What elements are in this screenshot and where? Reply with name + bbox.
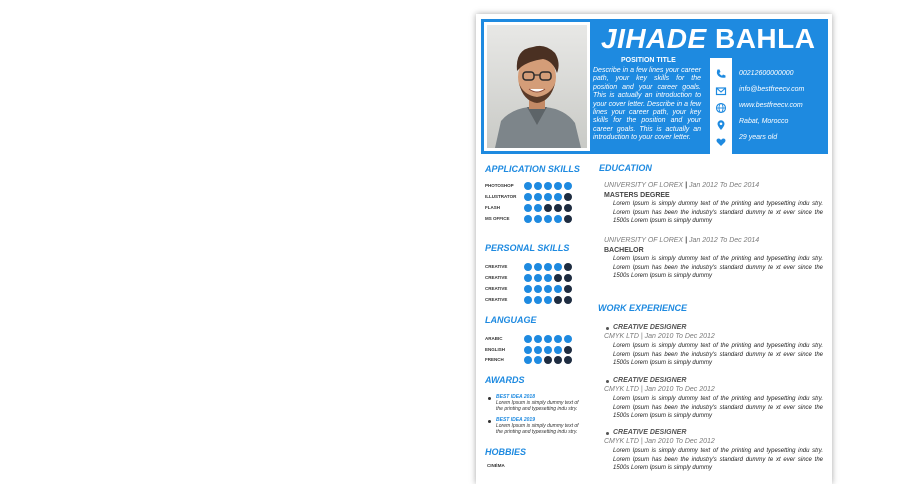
contact-website: www.bestfreecv.com	[739, 102, 803, 109]
rating-dot-empty	[564, 274, 572, 282]
skill-label: CREATIVE	[485, 286, 508, 291]
education-institution: UNIVERSITY OF LOREX | Jan 2012 To Dec 2014	[604, 182, 760, 189]
language-rating	[524, 346, 572, 354]
rating-dot-filled	[524, 204, 532, 212]
rating-dot-filled	[554, 335, 562, 343]
resume-page	[476, 14, 832, 484]
rating-dot-filled	[534, 204, 542, 212]
rating-dot-filled	[524, 263, 532, 271]
language-label: FRENCH	[485, 357, 504, 362]
first-name: JIHADE	[601, 23, 707, 54]
position-title: POSITION TITLE	[621, 57, 676, 64]
rating-dot-filled	[554, 193, 562, 201]
section-title-hobbies: HOBBIES	[485, 447, 527, 457]
award-item	[496, 394, 582, 412]
rating-dot-filled	[524, 215, 532, 223]
work-description: Lorem Ipsum is simply dummy text of the printing and typesetting indu stry. Lorem Ipsum has been the industry's standard dummy te xt ever since the 1500s Lorem Ipsum is simply dummy	[613, 448, 823, 471]
rating-dot-filled	[524, 274, 532, 282]
rating-dot-filled	[544, 215, 552, 223]
education-institution: UNIVERSITY OF LOREX | Jan 2012 To Dec 2014	[604, 237, 760, 244]
rating-dot-filled	[544, 335, 552, 343]
candidate-name	[601, 23, 815, 55]
section-title-personal-skills: PERSONAL SKILLS	[485, 243, 570, 253]
rating-dot-filled	[534, 182, 542, 190]
rating-dot-filled	[524, 335, 532, 343]
work-description: Lorem Ipsum is simply dummy text of the printing and typesetting indu stry. Lorem Ipsum has been the industry's standard dummy te xt ever since the 1500s Lorem Ipsum is simply dummy	[613, 343, 823, 366]
education-description: Lorem Ipsum is simply dummy text of the printing and typesetting indu stry. Lorem Ipsum has been the industry's standard dummy te xt ever since the 1500s Lorem Ipsum is simply dummy	[613, 256, 823, 279]
skill-rating	[524, 296, 572, 304]
work-bullet	[606, 432, 609, 435]
resume-header	[481, 19, 828, 154]
rating-dot-filled	[534, 335, 542, 343]
profile-photo-illustration	[487, 25, 587, 148]
skill-label: ILLUSTRATOR	[485, 194, 517, 199]
rating-dot-filled	[554, 346, 562, 354]
rating-dot-filled	[524, 193, 532, 201]
rating-dot-filled	[534, 285, 542, 293]
skill-label: CREATIVE	[485, 275, 508, 280]
work-company: CMYK LTD | Jan 2010 To Dec 2012	[604, 438, 715, 445]
contact-location: Rabat, Morocco	[739, 118, 789, 125]
section-title-language: LANGUAGE	[485, 315, 537, 325]
rating-dot-empty	[564, 263, 572, 271]
award-title: BEST IDEA 2018	[496, 394, 535, 400]
rating-dot-filled	[564, 335, 572, 343]
rating-dot-filled	[534, 346, 542, 354]
rating-dot-filled	[534, 263, 542, 271]
education-description: Lorem Ipsum is simply dummy text of the printing and typesetting indu stry. Lorem Ipsum has been the industry's standard dummy te xt ever since the 1500s Lorem Ipsum is simply dummy	[613, 201, 823, 224]
skill-label: PHOTOSHOP	[485, 183, 514, 188]
award-item	[496, 417, 582, 435]
profile-photo	[484, 22, 590, 151]
rating-dot-filled	[534, 296, 542, 304]
skill-rating	[524, 263, 572, 271]
award-bullet	[488, 397, 491, 400]
rating-dot-filled	[554, 263, 562, 271]
rating-dot-empty	[564, 285, 572, 293]
language-label: ARABIC	[485, 336, 503, 341]
award-text: Lorem Ipsum is simply dummy text of the printing and typesetting indu stry.	[496, 400, 579, 412]
work-bullet	[606, 380, 609, 383]
work-description: Lorem Ipsum is simply dummy text of the printing and typesetting indu stry. Lorem Ipsum has been the industry's standard dummy te xt ever since the 1500s Lorem Ipsum is simply dummy	[613, 396, 823, 419]
skill-rating	[524, 182, 572, 190]
rating-dot-empty	[564, 356, 572, 364]
education-degree: BACHELOR	[604, 247, 644, 254]
award-text: Lorem Ipsum is simply dummy text of the printing and typesetting indu stry.	[496, 423, 579, 435]
rating-dot-filled	[524, 346, 532, 354]
language-label: ENGLISH	[485, 347, 506, 352]
work-company: CMYK LTD | Jan 2010 To Dec 2012	[604, 386, 715, 393]
rating-dot-empty	[564, 204, 572, 212]
rating-dot-empty	[544, 356, 552, 364]
rating-dot-filled	[554, 285, 562, 293]
rating-dot-empty	[564, 296, 572, 304]
work-title: CREATIVE DESIGNER	[613, 377, 687, 384]
intro-text: Describe in a few lines your career path, your key skills for the position and your career goals. This is actually an introduction to your cover letter. Describe in a few lines your career path, your key skills for the position and your career goals. This is actually an introduction to your cover letter.	[593, 67, 701, 142]
skill-rating	[524, 285, 572, 293]
last-name: BAHLA	[714, 23, 816, 54]
contact-email: info@bestfreecv.com	[739, 86, 805, 93]
phone-icon	[715, 68, 727, 80]
rating-dot-filled	[564, 182, 572, 190]
hobby-item: CINÉMA	[487, 463, 505, 468]
rating-dot-empty	[554, 204, 562, 212]
rating-dot-filled	[534, 274, 542, 282]
skill-label: MS OFFICE	[485, 216, 510, 221]
rating-dot-filled	[524, 182, 532, 190]
award-title: BEST IDEA 2019	[496, 417, 535, 423]
rating-dot-filled	[524, 296, 532, 304]
work-company: CMYK LTD | Jan 2010 To Dec 2012	[604, 333, 715, 340]
rating-dot-filled	[544, 263, 552, 271]
work-title: CREATIVE DESIGNER	[613, 429, 687, 436]
rating-dot-filled	[544, 193, 552, 201]
section-title-work-experience: WORK EXPERIENCE	[598, 303, 688, 313]
rating-dot-empty	[554, 274, 562, 282]
contact-icon-bar	[710, 58, 732, 154]
globe-icon	[715, 102, 727, 114]
rating-dot-filled	[524, 285, 532, 293]
contact-age: 29 years old	[739, 134, 778, 141]
rating-dot-filled	[534, 193, 542, 201]
rating-dot-filled	[544, 285, 552, 293]
rating-dot-filled	[544, 274, 552, 282]
rating-dot-filled	[544, 346, 552, 354]
rating-dot-filled	[534, 215, 542, 223]
location-pin-icon	[715, 119, 727, 131]
rating-dot-filled	[544, 182, 552, 190]
rating-dot-empty	[544, 204, 552, 212]
work-bullet	[606, 327, 609, 330]
rating-dot-empty	[564, 193, 572, 201]
section-title-education: EDUCATION	[599, 163, 652, 173]
skill-rating	[524, 204, 572, 212]
skill-label: CREATIVE	[485, 297, 508, 302]
rating-dot-filled	[554, 215, 562, 223]
section-title-application-skills: APPLICATION SKILLS	[485, 164, 580, 174]
award-bullet	[488, 420, 491, 423]
email-icon	[715, 85, 727, 97]
skill-rating	[524, 215, 572, 223]
rating-dot-empty	[554, 296, 562, 304]
rating-dot-empty	[554, 356, 562, 364]
rating-dot-empty	[564, 215, 572, 223]
skill-rating	[524, 274, 572, 282]
work-title: CREATIVE DESIGNER	[613, 324, 687, 331]
education-degree: MASTERS DEGREE	[604, 192, 670, 199]
rating-dot-filled	[524, 356, 532, 364]
heart-icon	[715, 136, 727, 148]
rating-dot-filled	[534, 356, 542, 364]
rating-dot-filled	[544, 296, 552, 304]
section-title-awards: AWARDS	[485, 375, 525, 385]
language-rating	[524, 356, 572, 364]
skill-label: CREATIVE	[485, 264, 508, 269]
rating-dot-empty	[564, 346, 572, 354]
rating-dot-filled	[554, 182, 562, 190]
contact-phone: 00212600000000	[739, 70, 794, 77]
skill-label: FLASH	[485, 205, 500, 210]
language-rating	[524, 335, 572, 343]
skill-rating	[524, 193, 572, 201]
